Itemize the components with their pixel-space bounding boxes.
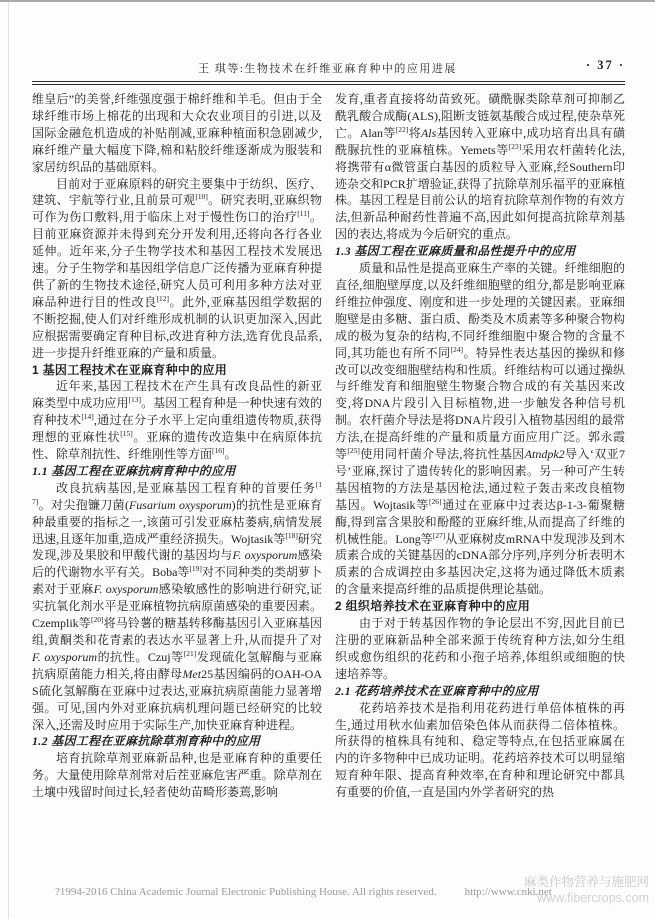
running-title: 王 琪等:生物技术在纤维亚麻育种中的应用进展 [198, 63, 457, 75]
section-heading: 2 组织培养技术在亚麻育种中的应用 [335, 599, 531, 614]
header-double-rule [32, 81, 625, 85]
watermark-site-url: www.fibercrops.com [537, 890, 649, 905]
column-left [32, 91, 322, 801]
section-heading: 1 基因工程技术在亚麻育种中的应用 [32, 362, 228, 377]
paragraph: 近年来,基因工程技术在产生具有改良品性的新亚麻类型中成功应用[13]。基因工程育种是一种快速有效的育种技术[14],通过在分子水平上定向重组遗传物质,获得理想的亚麻性状[15]。亚麻的遗传改造集中在病原体抗性、除草剂抗性、纤维刚性等方面[16]。 [32, 379, 322, 462]
paragraph: 改良抗病基因,是亚麻基因工程育种的首要任务[17]。对尖孢镰刀菌(Fusarium oxysporum)的抗性是亚麻育种最重要的指标之一,该菌可引发亚麻枯萎病,病情发展迅速,且逐年加重,造成严重经济损失。Wojtasik等[18]研究发现,涉及果胶和甲酸代谢的基因均与F. oxysporum感染后的代谢物水平有关。Boba等[19]对不同种类的类胡萝卜素对于亚麻F. oxysporum感染敏感性的影响进行研究,证实抗氧化剂水平是亚麻植物抗病原菌感染的重要因素。Czemplik等[20]将马铃薯的糖基转移酶基因引入亚麻基因组,黄酮类和花青素的表达水平显著上升,从而提升了对F. oxysporum的抗性。Czuj等[21]发现硫化氢解酶与亚麻抗病原菌能力相关,将由酵母Met25基因编码的OAH-OAS硫化氢解酶在亚麻中过表达,亚麻抗病原菌能力显著增强。可见,国内外对亚麻抗病机理问题已经研究的比较深入,还需及时应用于实际生产,加快亚麻育种进程。 [32, 479, 323, 732]
watermark [524, 875, 649, 906]
scan-edge-left [8, 2, 9, 919]
section-heading: 1.3 基因工程在亚麻质量和品性提升中的应用 [335, 244, 576, 259]
section-heading: 2.1 花药培养技术在亚麻育种中的应用 [335, 683, 539, 698]
page-number: · 37 · [585, 58, 625, 72]
section-heading: 1.2 基因工程在亚麻抗除草剂育种中的应用 [32, 734, 261, 749]
paragraph: 目前对于亚麻原料的研究主要集中于纺织、医疗、建筑、宇航等行业,且前景可观[10]。研究表明,亚麻织物可作为伤口敷料,用于临床上对于慢性伤口的治疗[11]。目前亚麻资源并未得到充分开发利用,还将向各行各业延伸。近年来,分子生物学技术和基因工程技术发展迅速。分子生物学和基因组学信息广泛传播为亚麻育种提供了新的生物技术途径,研究人员可利用多种方法对亚麻品种进行目的性改良[12]。此外,亚麻基因组学数据的不断挖掘,使人们对纤维形成机制的认识更加深入,因此应根据需要确定育种目标,改进育种方法,选育优良品系,进一步提升纤维亚麻的产量和质量。 [32, 176, 322, 360]
watermark-site-name: 麻类作物营养与施肥网 [523, 875, 649, 889]
paragraph: 质量和品性是提高亚麻生产率的关键。纤维细胞的直径,细胞壁厚度,以及纤维细胞壁的组分,都是影响亚麻纤维拉伸强度、刚度和进一步处理的关键因素。亚麻细胞壁是由多糖、蛋白质、酚类及木质素等多种聚合物构成的极为复杂的结构,不同纤维细胞中聚合物的含量不同,其功能也有所不同[24]。特异性表达基因的操纵和修改可以改变细胞壁结构和性质。纤维结构可以通过操纵与纤维发育和细胞壁生物聚合物合成的有关基因来改变,将DNA片段引入目标植物,进一步触发各种信号机制。农杆菌介导法是将DNA片段引入植物基因组的最常方法,在提高纤维的产量和质量方面应用广泛。郭永霞等[25]使用同杆菌介导法,将抗性基因Atndpk2导入‘双亚7号’亚麻,探讨了遗传转化的影响因素。另一种可产生转基因植物的方法是基因枪法,通过粒子轰击来改良植物基因。Wojtasik等[26]通过在亚麻中过表达β-1-3-葡聚糖酶,得到富含果胶和酚醛的亚麻纤维,从而提高了纤维的机械性能。Long等[27]从亚麻树皮mRNA中发现涉及到木质素合成的关键基因的cDNA部分序列,序列分析表明木质素的合成调控由多基因决定,这将为通过降低木质素的含量来提高纤维的品质提供理论基础。 [335, 261, 626, 597]
section-heading: 1.1 基因工程在亚麻抗病育种中的应用 [32, 463, 236, 478]
paragraph: 由于对于转基因作物的争论层出不穷,因此目前已注册的亚麻新品种全部来源于传统育种方法,如分生组织或愈伤组织的花药和小孢子培养,体组织或细胞的快速培养等。 [335, 616, 625, 681]
scan-edge-top [0, 0, 655, 2]
paragraph: 培育抗除草剂亚麻新品种,也是亚麻育种的重要任务。大量使用除草剂常对后茬亚麻危害严重。除草剂在土壤中残留时间过长,轻者使幼苗畸形萎蔫,影响 [32, 751, 322, 800]
footer [55, 886, 555, 898]
paragraph: 花药培养技术是指利用花药进行单倍体植株的再生,通过用秋水仙素加倍染色体从而获得二倍体植株。所获得的植株具有纯和、稳定等特点,在包括亚麻属在内的许多物种中已成功证明。花药培养技术可以明显缩短育种年限、提高育种效率,在育种和理论研究中都具有重要的价值,一直是国内外学者研究的热 [335, 700, 625, 800]
paragraph: 维皇后”的美誉,纤维强度强于棉纤维和羊毛。但由于全球纤维市场上棉花的出现和大众农业项目的引进,以及国际金融危机造成的补贴削减,亚麻种植面积急剧减少,麻纤维产量大幅度下降,棉和粘胶纤维逐渐成为服装和家居纺织品的基础原料。 [32, 92, 322, 174]
copyright-text: ?1994-2016 China Academic Journal Electronic Publishing House. All rights reserved. [55, 886, 437, 898]
column-right [335, 91, 625, 801]
paragraph: 发育,重者直接将幼苗致死。磺酰脲类除草剂可抑制乙酰乳酸合成酶(ALS),阻断支链氨基酸合成过程,使杂草死亡。Alan等[22]将Als基因转入亚麻中,成功培育出具有磺酰脲抗性的亚麻植株。Yemets等[23]采用农杆菌转化法,将携带有α微管蛋白基因的质粒导入亚麻,经Southern印迹杂交和PCR扩增验证,获得了抗除草剂乐福平的亚麻植株。基因工程是目前公认的培育抗除草剂作物的有效方法,但新品种耐药性普遍不高,因此如何提高抗除草剂基因的表达,将成为今后研究的重点。 [335, 92, 625, 242]
cnki-url: http://www.cnki.net [464, 886, 552, 898]
